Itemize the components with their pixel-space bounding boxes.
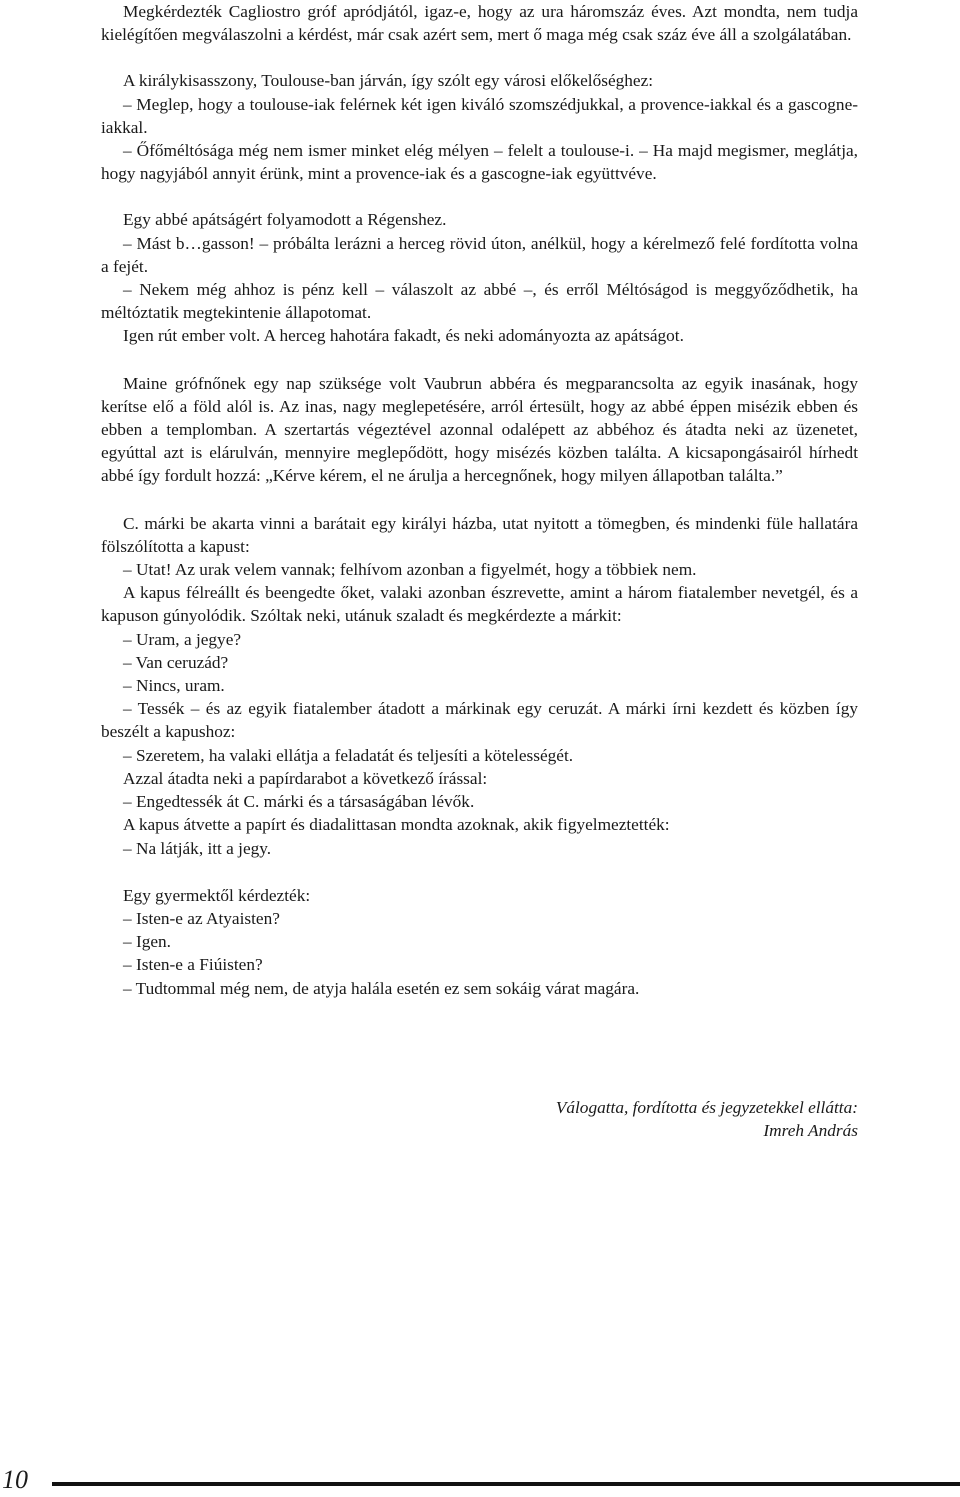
- signature-block: [556, 1096, 858, 1142]
- paragraph: Azzal átadta neki a papírdarabot a következő írással:: [123, 768, 488, 788]
- paragraph-gap: [101, 46, 858, 69]
- paragraph: Egy gyermektől kérdezték:: [123, 885, 311, 905]
- paragraph: – Isten-e az Atyaisten?: [123, 908, 280, 928]
- paragraph: C. márki be akarta vinni a barátait egy királyi házba, utat nyitott a tömegben, és mindenki füle hallatára fölszólította a kapust:: [101, 513, 858, 556]
- paragraph: – Utat! Az urak velem vannak; felhívom azonban a figyelmét, hogy a többiek nem.: [123, 560, 697, 580]
- paragraph: – Tessék – és az egyik fiatalember átadott a márkinak egy ceruzát. A márki írni kezdett és közben így beszélt a kapushoz:: [101, 699, 858, 742]
- page-number: 10: [2, 1465, 28, 1494]
- paragraph: – Szeretem, ha valaki ellátja a feladatát és teljesíti a kötelességét.: [123, 745, 574, 765]
- text-column: [101, 0, 858, 1000]
- paragraph: – Meglep, hogy a toulouse-iak felérnek két igen kiváló szomszédjukkal, a provence-iakkal és a gascogne-iakkal.: [101, 94, 858, 137]
- paragraph: – Mást b…gasson! – próbálta lerázni a herceg rövid úton, anélkül, hogy a kérelmező felé fordította volna a fejét.: [101, 233, 858, 276]
- paragraph-gap: [101, 860, 858, 884]
- paragraph: – Engedtessék át C. márki és a társaságában lévők.: [123, 792, 475, 812]
- paragraph: – Van ceruzád?: [123, 652, 229, 672]
- paragraph: A kapus átvette a papírt és diadalittasan mondta azoknak, akik figyelmeztették:: [123, 815, 670, 835]
- paragraph: – Nincs, uram.: [123, 676, 225, 696]
- paragraph: – Tudtommal még nem, de atyja halála esetén ez sem sokáig várat magára.: [123, 978, 640, 998]
- paragraph: – Igen.: [123, 932, 171, 952]
- paragraph: – Uram, a jegye?: [123, 629, 242, 649]
- paragraph: Maine grófnőnek egy nap szüksége volt Vaubrun abbéra és megparancsolta az egyik inasának, hogy kerítse elő a föld alól is. Az inas, nagy meglepetésére, arról értesült, hogy az abbé éppen misézik ebben és ebben a templomban. A szertartás végeztével azonnal odalépett az abbéhoz és átadta neki az üzenetet, egyúttal azt is elárulván, mennyire meglepődött, hogy misézés közben találta. A kicsapongásairól hírhedt abbé így fordult hozzá: „Kérve kérem, el ne árulja a hercegnőnek, hogy milyen állapotban találta.”: [101, 373, 858, 486]
- paragraph: – Őfőméltósága még nem ismer minket elég mélyen – felelt a toulouse-i. – Ha majd megismer, meglátja, hogy nagyjából annyit érünk, mint a provence-iak és a gascogne-iak együttvéve.: [101, 141, 858, 184]
- footer-rule: [52, 1482, 960, 1486]
- paragraph-gap: [101, 185, 858, 208]
- paragraph: – Na látják, itt a jegy.: [123, 838, 272, 858]
- paragraph: A kapus félreállt és beengedte őket, valaki azonban észrevette, amint a három fiatalember nevetgél, és a kapuson gúnyolódik. Szóltak neki, utánuk szaladt és megkérdezte a márkit:: [101, 583, 858, 626]
- paragraph: Egy abbé apátságért folyamodott a Régenshez.: [123, 210, 447, 230]
- signature-name: Imreh András: [763, 1121, 858, 1141]
- paragraph-gap: [101, 488, 858, 512]
- paragraph: A királykisasszony, Toulouse-ban járván, így szólt egy városi előkelőséghez:: [123, 71, 654, 91]
- paragraph: Igen rút ember volt. A herceg hahotára fakadt, és neki adományozta az apátságot.: [123, 326, 684, 346]
- paragraph: – Nekem még ahhoz is pénz kell – válaszolt az abbé –, és erről Méltóságod is meggyőződhetik, ha méltóztatik megtekintenie állapotomat.: [101, 280, 858, 323]
- paragraph-gap: [101, 348, 858, 372]
- paragraph: Megkérdezték Cagliostro gróf apródjától, igaz-e, hogy az ura háromszáz éves. Azt mondta, nem tudja kielégítően megválaszolni a kérdést, már csak azért sem, mert ő maga még csak száz éve áll a szolgálatában.: [101, 2, 858, 45]
- paragraph: – Isten-e a Fiúisten?: [123, 955, 263, 975]
- signature-line: Válogatta, fordította és jegyzetekkel ellátta:: [555, 1098, 858, 1117]
